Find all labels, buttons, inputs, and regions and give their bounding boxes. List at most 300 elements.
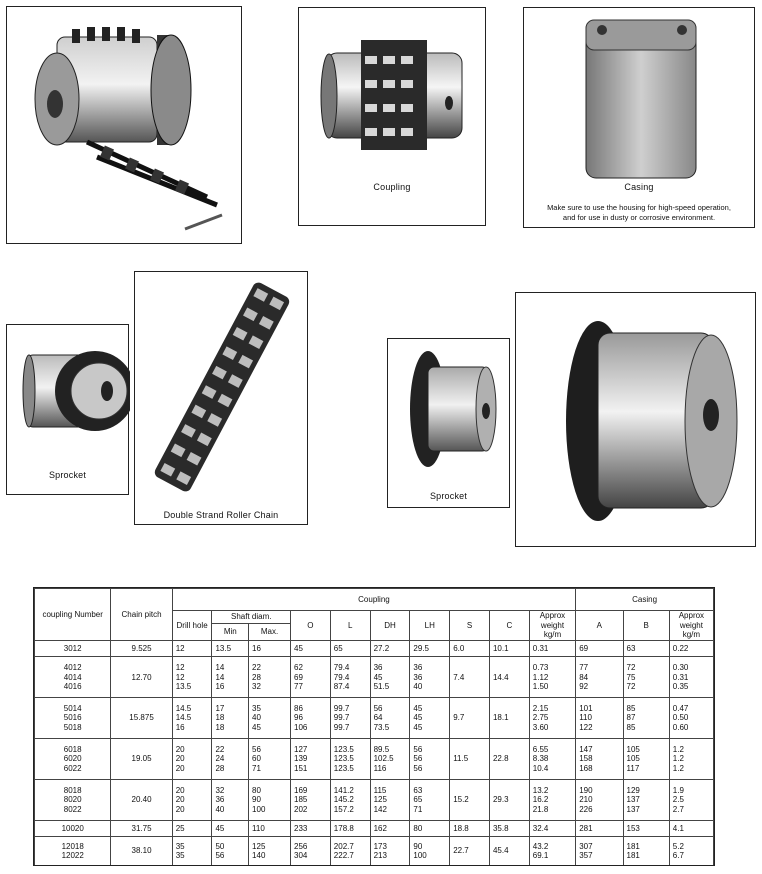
value-min: 14 — [215, 663, 225, 672]
casing-illustration — [524, 8, 756, 188]
value-b: 85 — [626, 722, 636, 732]
value-num: 4012 — [63, 663, 82, 672]
cell-c — [489, 657, 529, 698]
cell-s — [450, 698, 490, 739]
value-l: 157.2 — [333, 804, 354, 814]
cell-l — [330, 837, 370, 865]
value-o: 185 — [294, 795, 308, 805]
cell-pitch — [111, 837, 172, 865]
value-num: 8022 — [63, 804, 82, 814]
value-l: 178.8 — [333, 824, 354, 834]
casing-note-line-1: Make sure to use the housing for high-speed operation, — [547, 203, 731, 212]
value-w: 69.1 — [532, 851, 549, 861]
value-lh: 36 — [413, 663, 423, 672]
cell-lh — [410, 657, 450, 698]
value-max: 45 — [252, 722, 261, 732]
value-pitch: 12.70 — [131, 672, 152, 682]
value-w: 43.2 — [532, 841, 549, 851]
cell-w — [529, 821, 575, 837]
value-min: 17 — [215, 703, 225, 713]
value-drill: 12 — [175, 643, 185, 653]
table-row — [35, 698, 714, 739]
value-s: 22.7 — [453, 846, 469, 856]
cell-min — [212, 657, 249, 698]
value-drill: 35 — [175, 851, 185, 861]
cell-l — [330, 641, 370, 657]
cell-num — [35, 780, 111, 821]
value-a: 84 — [579, 672, 589, 682]
value-min: 32 — [215, 785, 225, 795]
cell-min — [212, 780, 249, 821]
value-b: 181 — [626, 841, 640, 851]
value-num: 5014 — [63, 703, 82, 713]
value-cw: 2.7 — [672, 804, 684, 814]
value-min: 24 — [215, 754, 225, 764]
value-cw: 0.30 — [672, 663, 689, 672]
figure-sprocket-large — [515, 292, 756, 547]
cell-dh — [370, 657, 410, 698]
cell-max — [249, 739, 291, 780]
cell-s — [450, 739, 490, 780]
value-c: 35.8 — [492, 824, 509, 834]
value-l: 123.5 — [333, 763, 354, 773]
value-max: 56 — [252, 744, 261, 754]
value-cw: 6.7 — [672, 851, 684, 861]
value-min: 18 — [215, 713, 225, 723]
value-dh: 27.2 — [373, 643, 390, 653]
figure-coupling-with-chain — [6, 6, 242, 244]
cell-s — [450, 780, 490, 821]
value-a: 226 — [579, 804, 593, 814]
value-pitch: 19.05 — [131, 754, 152, 764]
cell-dh — [370, 780, 410, 821]
value-l: 79.4 — [333, 663, 350, 672]
cell-cw — [669, 657, 713, 698]
caption-double-strand-chain: Double Strand Roller Chain — [163, 510, 279, 520]
value-pitch: 20.40 — [131, 795, 152, 805]
value-w: 16.2 — [532, 795, 549, 805]
value-max: 90 — [252, 795, 261, 805]
value-lh: 56 — [413, 744, 423, 754]
value-max: 71 — [252, 763, 261, 773]
header-max: Max. — [249, 624, 291, 641]
value-dh: 115 — [373, 785, 387, 795]
cell-pitch — [111, 641, 172, 657]
value-b: 63 — [626, 643, 636, 653]
value-l: 99.7 — [333, 722, 350, 732]
value-cw: 1.2 — [672, 763, 684, 773]
value-drill: 25 — [175, 824, 185, 834]
value-num: 8020 — [63, 795, 82, 805]
value-w: 2.15 — [532, 703, 549, 713]
value-a: 110 — [579, 713, 592, 723]
value-min: 40 — [215, 804, 225, 814]
cell-b — [623, 739, 669, 780]
value-c: 10.1 — [492, 643, 509, 653]
table-row — [35, 837, 714, 865]
value-pitch: 31.75 — [131, 824, 152, 834]
cell-drill — [172, 837, 212, 865]
value-dh: 173 — [373, 841, 387, 851]
figure-casing — [523, 7, 755, 228]
cell-pitch — [111, 780, 172, 821]
cell-c — [489, 821, 529, 837]
value-w: 8.38 — [532, 754, 549, 764]
value-c: 45.4 — [492, 846, 509, 856]
value-num: 8018 — [63, 785, 82, 795]
value-drill: 20 — [175, 804, 185, 814]
cell-drill — [172, 821, 212, 837]
value-o: 233 — [294, 824, 308, 834]
value-a: 101 — [579, 703, 593, 713]
cell-s — [450, 821, 490, 837]
value-max: 140 — [252, 851, 266, 861]
cell-cw — [669, 837, 713, 865]
value-cw: 1.2 — [672, 754, 684, 764]
value-s: 6.0 — [453, 643, 465, 653]
cell-l — [330, 698, 370, 739]
value-max: 28 — [252, 672, 261, 682]
spec-table — [34, 588, 714, 865]
cell-cw — [669, 739, 713, 780]
cell-cw — [669, 821, 713, 837]
table-row — [35, 780, 714, 821]
value-a: 307 — [579, 841, 593, 851]
value-drill: 13.5 — [175, 682, 192, 691]
value-s: 7.4 — [453, 672, 465, 682]
cell-dh — [370, 641, 410, 657]
cell-w — [529, 739, 575, 780]
value-o: 151 — [294, 763, 308, 773]
value-drill: 20 — [175, 763, 185, 773]
cell-pitch — [111, 657, 172, 698]
cell-dh — [370, 739, 410, 780]
value-cw: 2.5 — [672, 795, 684, 805]
value-num: 4014 — [63, 672, 82, 682]
value-min: 13.5 — [215, 643, 232, 653]
table-row — [35, 821, 714, 837]
header-b: B — [623, 611, 669, 641]
cell-drill — [172, 739, 212, 780]
value-drill: 20 — [175, 795, 185, 805]
value-dh: 73.5 — [373, 722, 390, 732]
header-lh: LH — [410, 611, 450, 641]
row-group — [35, 698, 714, 739]
cell-max — [249, 821, 291, 837]
value-lh: 71 — [413, 804, 423, 814]
value-cw: 1.9 — [672, 785, 684, 795]
value-s: 9.7 — [453, 713, 465, 723]
caption-sprocket-left: Sprocket — [48, 470, 87, 480]
value-b: 85 — [626, 703, 636, 713]
header-drill-hole: Drill hole — [172, 611, 212, 641]
cell-num — [35, 641, 111, 657]
cell-num — [35, 739, 111, 780]
value-b: 181 — [626, 851, 640, 861]
value-l: 123.5 — [333, 744, 354, 754]
sprocket-large-illustration — [516, 293, 757, 548]
value-min: 50 — [215, 841, 225, 851]
value-num: 12022 — [61, 851, 84, 861]
cell-pitch — [111, 821, 172, 837]
value-min: 18 — [215, 722, 225, 732]
value-drill: 12 — [175, 672, 185, 682]
value-dh: 56 — [373, 703, 383, 713]
value-l: 141.2 — [333, 785, 354, 795]
row-group — [35, 821, 714, 837]
cell-l — [330, 780, 370, 821]
header-coupling-number: coupling Number — [35, 589, 111, 641]
cell-o — [291, 698, 331, 739]
cell-s — [450, 657, 490, 698]
value-min: 28 — [215, 763, 225, 773]
cell-l — [330, 739, 370, 780]
value-dh: 213 — [373, 851, 387, 861]
value-l: 222.7 — [333, 851, 354, 861]
cell-lh — [410, 641, 450, 657]
value-drill: 16 — [175, 722, 185, 732]
cell-c — [489, 739, 529, 780]
coupling-chain-illustration — [7, 7, 243, 245]
cell-max — [249, 641, 291, 657]
cell-lh — [410, 780, 450, 821]
coupling-illustration — [299, 8, 487, 198]
value-num: 6020 — [63, 754, 82, 764]
value-b: 137 — [626, 804, 640, 814]
value-w: 6.55 — [532, 744, 549, 754]
value-dh: 125 — [373, 795, 387, 805]
value-num: 5016 — [63, 713, 82, 723]
cell-num — [35, 821, 111, 837]
caption-casing: Casing — [624, 182, 654, 192]
cell-s — [450, 641, 490, 657]
value-o: 77 — [294, 682, 303, 691]
chain-illustration — [135, 272, 309, 502]
row-group — [35, 641, 714, 657]
row-group — [35, 657, 714, 698]
cell-a — [576, 657, 623, 698]
cell-dh — [370, 821, 410, 837]
value-pitch: 15.875 — [129, 713, 154, 723]
value-b: 72 — [626, 682, 636, 691]
value-lh: 45 — [413, 703, 423, 713]
value-o: 96 — [294, 713, 303, 723]
value-max: 80 — [252, 785, 261, 795]
cell-b — [623, 780, 669, 821]
value-drill: 14.5 — [175, 703, 192, 713]
value-a: 210 — [579, 795, 593, 805]
cell-b — [623, 657, 669, 698]
value-max: 16 — [252, 643, 261, 653]
sprocket-illustration — [7, 325, 130, 465]
cell-cw — [669, 641, 713, 657]
cell-a — [576, 739, 623, 780]
value-min: 22 — [215, 744, 225, 754]
cell-b — [623, 698, 669, 739]
value-l: 65 — [333, 643, 343, 653]
value-o: 202 — [294, 804, 308, 814]
cell-dh — [370, 698, 410, 739]
value-pitch: 38.10 — [131, 846, 152, 856]
cell-l — [330, 821, 370, 837]
value-s: 18.8 — [453, 824, 469, 834]
value-dh: 45 — [373, 672, 383, 682]
specification-table — [33, 587, 715, 866]
cell-lh — [410, 821, 450, 837]
cell-o — [291, 739, 331, 780]
value-cw: 0.31 — [672, 672, 689, 682]
cell-drill — [172, 780, 212, 821]
value-w: 10.4 — [532, 763, 549, 773]
figure-double-strand-chain — [134, 271, 308, 525]
value-o: 106 — [294, 722, 308, 732]
value-o: 304 — [294, 851, 308, 861]
value-max: 125 — [252, 841, 266, 851]
value-o: 256 — [294, 841, 308, 851]
value-a: 147 — [579, 744, 593, 754]
value-min: 14 — [215, 672, 225, 682]
value-min: 16 — [215, 682, 225, 691]
value-b: 129 — [626, 785, 640, 795]
value-dh: 36 — [373, 663, 383, 672]
value-lh: 29.5 — [413, 643, 429, 653]
header-dh: DH — [370, 611, 410, 641]
value-l: 123.5 — [333, 754, 354, 764]
value-a: 158 — [579, 754, 593, 764]
cell-a — [576, 698, 623, 739]
cell-c — [489, 780, 529, 821]
value-lh: 36 — [413, 672, 423, 682]
value-dh: 51.5 — [373, 682, 390, 691]
value-a: 281 — [579, 824, 593, 834]
value-l: 87.4 — [333, 682, 350, 691]
value-s: 15.2 — [453, 795, 469, 805]
figure-coupling — [298, 7, 486, 226]
header-s: S — [450, 611, 490, 641]
value-w: 2.75 — [532, 713, 549, 723]
cell-max — [249, 657, 291, 698]
header-o: O — [291, 611, 331, 641]
cell-min — [212, 641, 249, 657]
value-b: 72 — [626, 663, 636, 672]
cell-o — [291, 641, 331, 657]
row-group — [35, 837, 714, 865]
cell-min — [212, 837, 249, 865]
value-a: 77 — [579, 663, 589, 672]
cell-o — [291, 837, 331, 865]
value-drill: 12 — [175, 663, 185, 672]
cell-lh — [410, 837, 450, 865]
cell-lh — [410, 739, 450, 780]
value-o: 127 — [294, 744, 308, 754]
value-lh: 100 — [413, 851, 427, 861]
cell-b — [623, 837, 669, 865]
value-c: 29.3 — [492, 795, 509, 805]
value-min: 36 — [215, 795, 225, 805]
header-casing-weight: Approx weight kg/m — [669, 611, 713, 641]
value-max: 22 — [252, 663, 261, 672]
value-dh: 89.5 — [373, 744, 390, 754]
cell-w — [529, 641, 575, 657]
value-lh: 45 — [413, 722, 423, 732]
value-b: 75 — [626, 672, 636, 682]
value-b: 117 — [626, 763, 640, 773]
value-max: 110 — [252, 824, 265, 834]
header-casing-group: Casing — [576, 589, 714, 611]
value-w: 1.12 — [532, 672, 549, 682]
value-lh: 56 — [413, 763, 423, 773]
figure-sprocket-left — [6, 324, 129, 495]
value-drill: 20 — [175, 744, 185, 754]
value-a: 69 — [579, 643, 589, 653]
value-a: 357 — [579, 851, 593, 861]
value-pitch: 9.525 — [131, 643, 152, 653]
value-b: 87 — [626, 713, 636, 723]
value-o: 45 — [294, 643, 303, 653]
value-a: 190 — [579, 785, 593, 795]
value-num: 5018 — [63, 722, 82, 732]
header-coupling-group: Coupling — [172, 589, 576, 611]
value-a: 122 — [579, 722, 593, 732]
value-l: 79.4 — [333, 672, 350, 682]
cell-o — [291, 821, 331, 837]
cell-a — [576, 821, 623, 837]
header-l: L — [330, 611, 370, 641]
value-max: 32 — [252, 682, 261, 691]
value-o: 62 — [294, 663, 303, 672]
value-w: 1.50 — [532, 682, 549, 691]
cell-b — [623, 641, 669, 657]
sprocket-side-illustration — [388, 339, 511, 479]
value-b: 105 — [626, 754, 640, 764]
value-cw: 5.2 — [672, 841, 684, 851]
header-shaft-diam: Shaft diam. — [212, 611, 291, 624]
cell-num — [35, 657, 111, 698]
cell-max — [249, 837, 291, 865]
cell-max — [249, 780, 291, 821]
value-l: 99.7 — [333, 703, 350, 713]
table-row — [35, 641, 714, 657]
value-dh: 162 — [373, 824, 387, 834]
cell-min — [212, 821, 249, 837]
value-num: 3012 — [63, 643, 82, 653]
value-b: 137 — [626, 795, 640, 805]
value-lh: 45 — [413, 713, 423, 723]
cell-pitch — [111, 698, 172, 739]
value-max: 100 — [252, 804, 266, 814]
value-o: 139 — [294, 754, 308, 764]
cell-drill — [172, 698, 212, 739]
value-cw: 0.50 — [672, 713, 689, 723]
header-approx-weight: Approx weight kg/m — [529, 611, 575, 641]
value-lh: 40 — [413, 682, 423, 691]
value-cw: 0.22 — [672, 643, 689, 653]
value-num: 12018 — [61, 841, 84, 851]
cell-w — [529, 698, 575, 739]
value-lh: 56 — [413, 754, 423, 764]
cell-dh — [370, 837, 410, 865]
value-w: 0.73 — [532, 663, 549, 672]
value-num: 6018 — [63, 744, 82, 754]
cell-s — [450, 837, 490, 865]
value-c: 14.4 — [492, 672, 509, 682]
header-a: A — [576, 611, 623, 641]
cell-o — [291, 780, 331, 821]
value-lh: 90 — [413, 841, 423, 851]
value-cw: 4.1 — [672, 824, 684, 834]
value-cw: 0.60 — [672, 722, 689, 732]
table-row — [35, 739, 714, 780]
